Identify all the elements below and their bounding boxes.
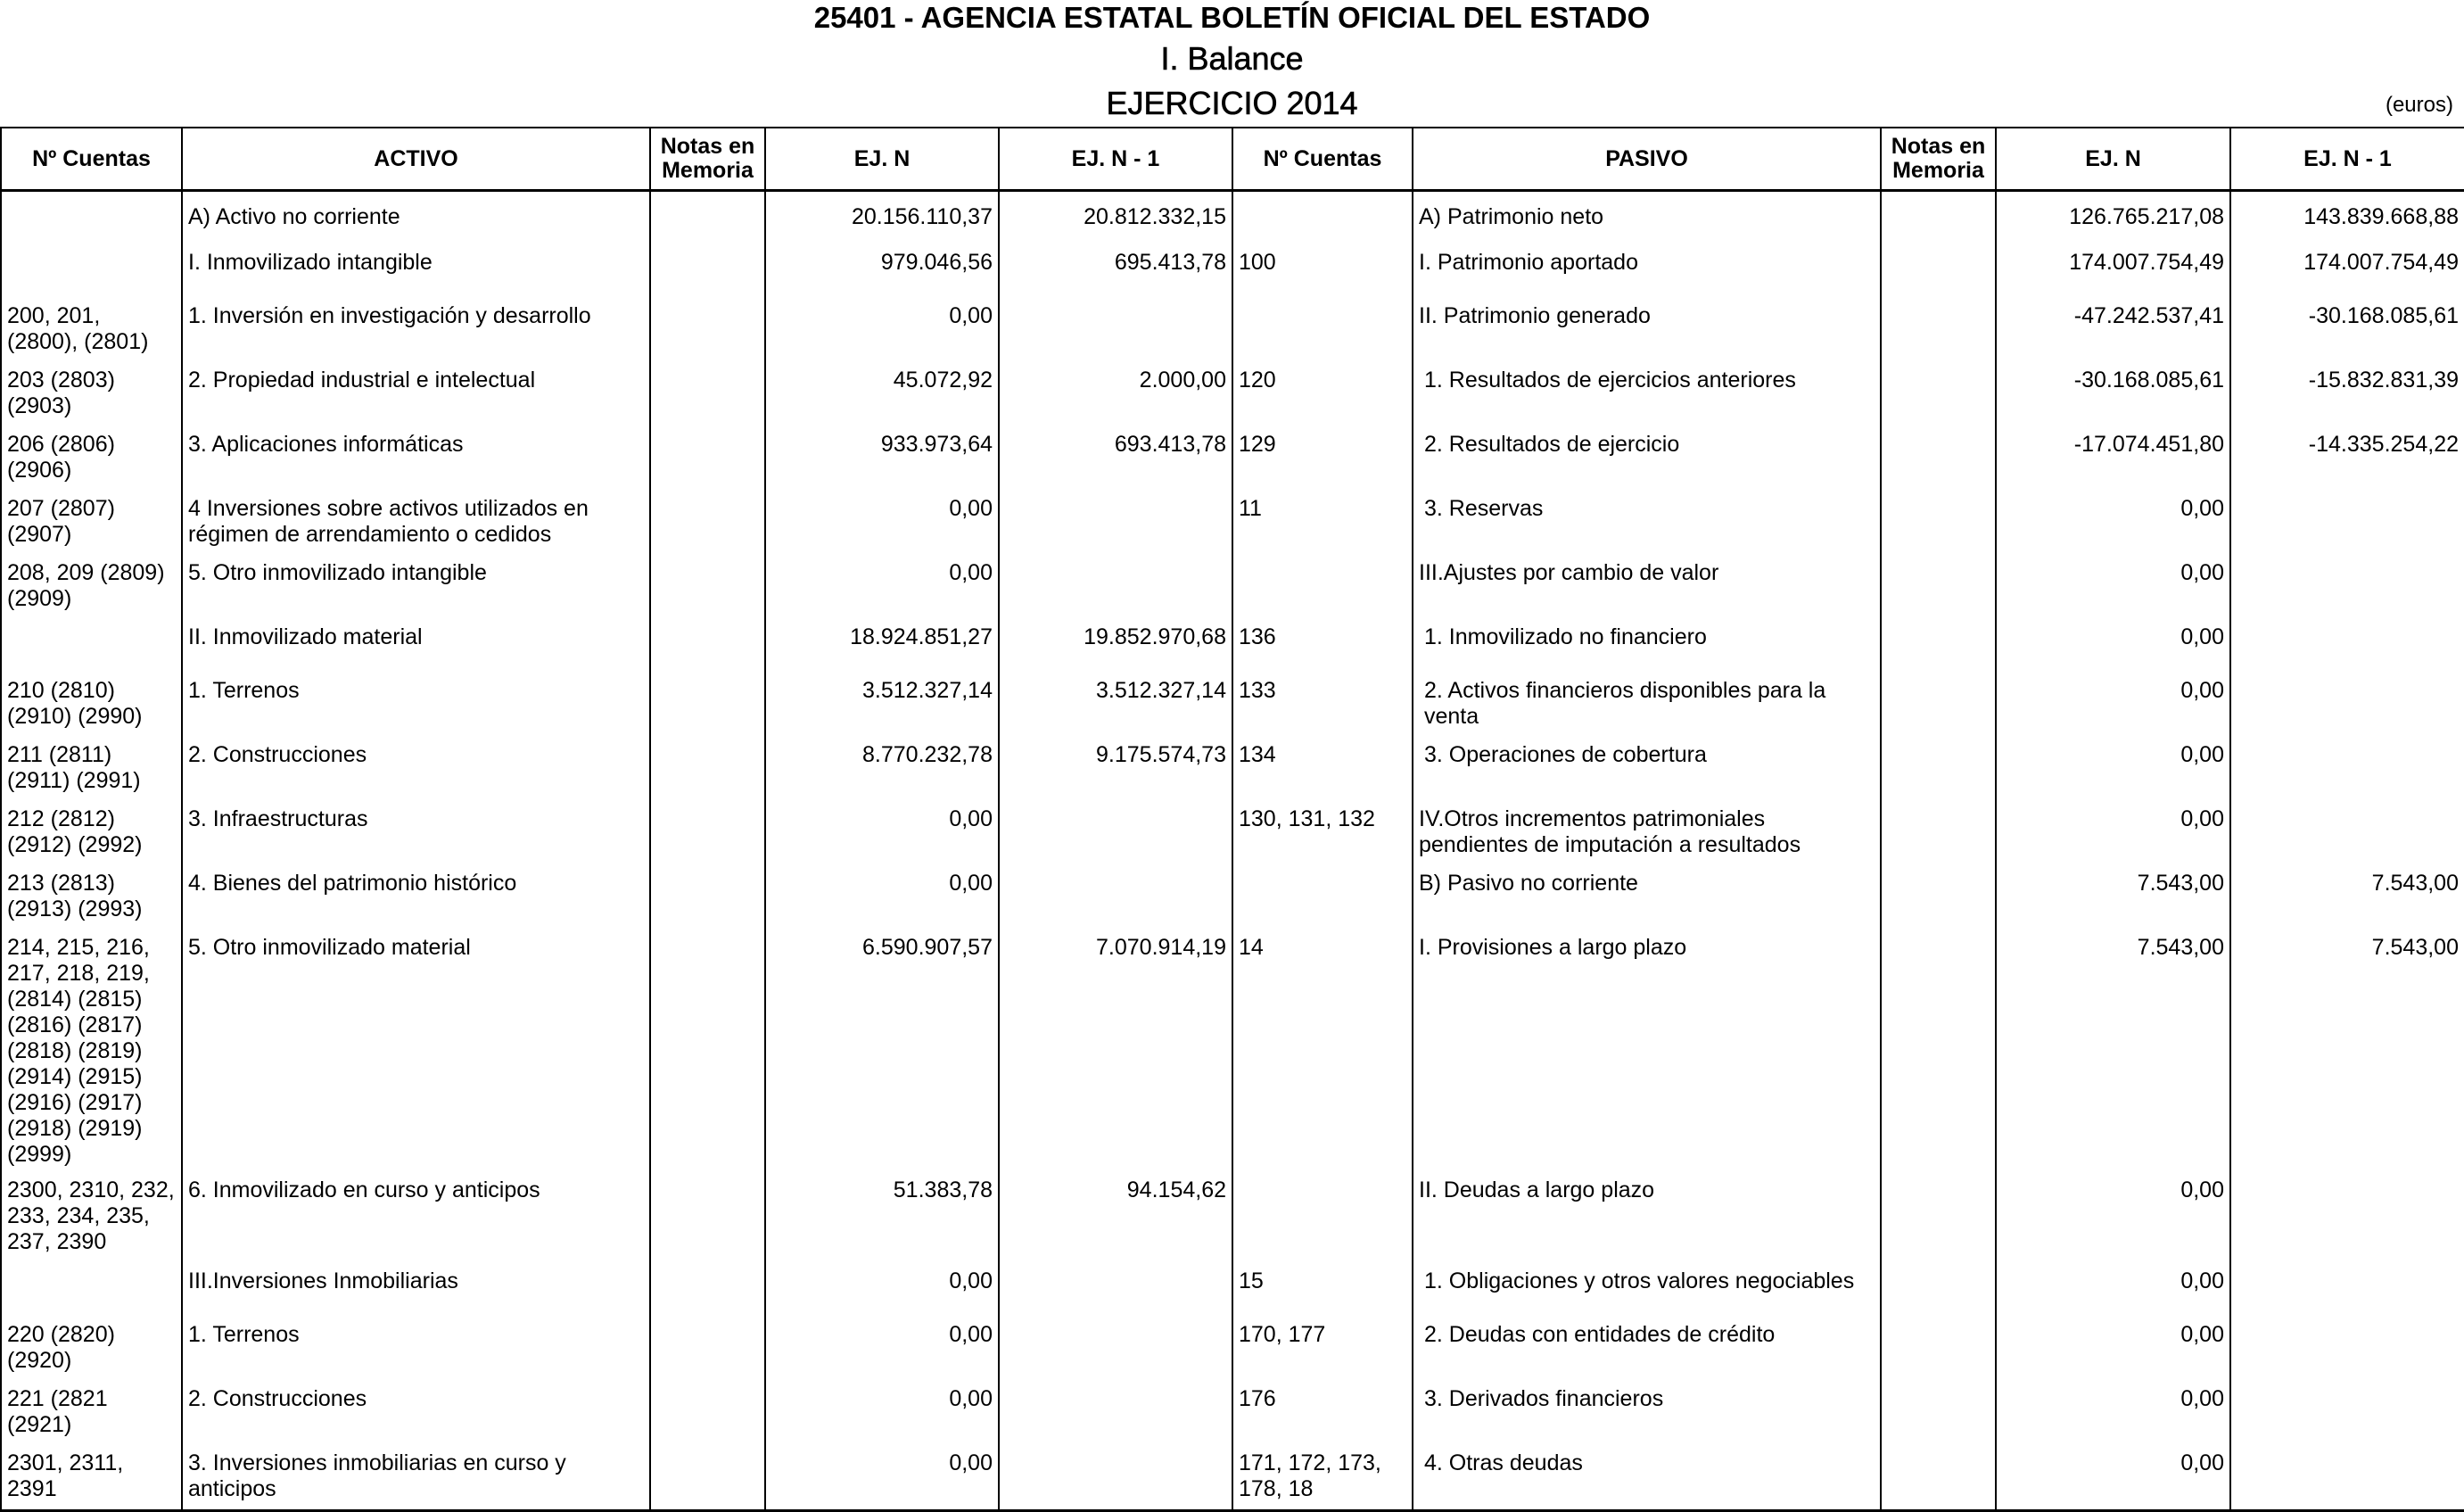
ejn-activo-cell: 979.046,56 [765,246,999,300]
table-row [1,1383,2464,1447]
notas-pasivo-cell [1881,428,1996,492]
ejn1-pasivo-cell: 7.543,00 [2230,867,2464,931]
ejn1-activo-cell: 693.413,78 [999,428,1232,492]
pasivo-concept-cell: I. Provisiones a largo plazo [1413,931,1881,1174]
col-header-activo: ACTIVO [182,128,650,191]
ejn-pasivo-cell: 0,00 [1996,621,2230,674]
ejn-activo-cell: 8.770.232,78 [765,739,999,803]
cuentas-pasivo-cell: 14 [1232,931,1413,1174]
notas-pasivo-cell [1881,867,1996,931]
ejn1-activo-cell [999,557,1232,621]
table-row [1,1318,2464,1383]
ejn1-activo-cell [999,1447,1232,1511]
cuentas-activo-cell [1,621,182,674]
cuentas-pasivo-cell: 136 [1232,621,1413,674]
activo-concept-cell: III.Inversiones Inmobiliarias [182,1265,650,1318]
cuentas-pasivo-cell [1232,867,1413,931]
notas-activo-cell [650,931,765,1174]
ejn-pasivo-cell: 0,00 [1996,1447,2230,1511]
notas-pasivo-cell [1881,1174,1996,1265]
notas-activo-cell [650,803,765,867]
table-row [1,931,2464,1174]
cuentas-pasivo-cell [1232,300,1413,364]
ejn-activo-cell: 0,00 [765,1265,999,1318]
table-row [1,1174,2464,1265]
pasivo-concept-cell: A) Patrimonio neto [1413,191,1881,246]
ejn-activo-cell: 0,00 [765,803,999,867]
ejn1-activo-cell: 3.512.327,14 [999,674,1232,739]
table-row [1,1265,2464,1318]
pasivo-concept-cell: 1. Resultados de ejercicios anteriores [1413,364,1881,428]
ejn-activo-cell: 51.383,78 [765,1174,999,1265]
table-row [1,803,2464,867]
ejn1-pasivo-cell [2230,1174,2464,1265]
ejn1-pasivo-cell [2230,557,2464,621]
ejn1-activo-cell [999,867,1232,931]
table-row [1,867,2464,931]
col-header-ejn-pasivo: EJ. N [1996,128,2230,191]
pasivo-concept-cell: II. Patrimonio generado [1413,300,1881,364]
cuentas-activo-cell: 203 (2803) (2903) [1,364,182,428]
pasivo-concept-cell: 3. Operaciones de cobertura [1413,739,1881,803]
notas-pasivo-cell [1881,1383,1996,1447]
notas-activo-cell [650,1318,765,1383]
ejn1-pasivo-cell: -30.168.085,61 [2230,300,2464,364]
notas-pasivo-cell [1881,364,1996,428]
pasivo-concept-cell: 4. Otras deudas [1413,1447,1881,1511]
notas-activo-cell [650,674,765,739]
notas-activo-cell [650,1383,765,1447]
ejn1-pasivo-cell [2230,1265,2464,1318]
cuentas-activo-cell [1,1265,182,1318]
ejn1-activo-cell [999,1318,1232,1383]
ejn1-pasivo-cell [2230,1318,2464,1383]
ejn-pasivo-cell: 0,00 [1996,1383,2230,1447]
cuentas-activo-cell: 220 (2820) (2920) [1,1318,182,1383]
notas-activo-cell [650,867,765,931]
activo-concept-cell: 4. Bienes del patrimonio histórico [182,867,650,931]
table-row [1,739,2464,803]
ejn-pasivo-cell: 0,00 [1996,492,2230,557]
ejn-pasivo-cell: 0,00 [1996,739,2230,803]
table-row [1,674,2464,739]
ejn-activo-cell: 0,00 [765,867,999,931]
notas-activo-cell [650,621,765,674]
ejn-pasivo-cell: 0,00 [1996,803,2230,867]
pasivo-concept-cell: 1. Inmovilizado no financiero [1413,621,1881,674]
activo-concept-cell: 3. Inversiones inmobiliarias en curso y anticipos [182,1447,650,1511]
notas-pasivo-cell [1881,246,1996,300]
pasivo-concept-cell: I. Patrimonio aportado [1413,246,1881,300]
activo-concept-cell: II. Inmovilizado material [182,621,650,674]
cuentas-pasivo-cell: 100 [1232,246,1413,300]
ejn-pasivo-cell: 0,00 [1996,1265,2230,1318]
cuentas-pasivo-cell: 133 [1232,674,1413,739]
notas-activo-cell [650,1447,765,1511]
ejn1-activo-cell [999,300,1232,364]
ejn-activo-cell: 0,00 [765,1318,999,1383]
activo-concept-cell: 3. Infraestructuras [182,803,650,867]
ejn-pasivo-cell: 7.543,00 [1996,931,2230,1174]
ejn-activo-cell: 6.590.907,57 [765,931,999,1174]
cuentas-activo-cell: 211 (2811) (2911) (2991) [1,739,182,803]
fiscal-year-title: EJERCICIO 2014 [1106,85,1358,121]
cuentas-pasivo-cell: 15 [1232,1265,1413,1318]
ejn-pasivo-cell: 0,00 [1996,674,2230,739]
ejn1-activo-cell: 695.413,78 [999,246,1232,300]
activo-concept-cell: 3. Aplicaciones informáticas [182,428,650,492]
cuentas-pasivo-cell: 171, 172, 173, 178, 18 [1232,1447,1413,1511]
table-row [1,557,2464,621]
col-header-notas-activo: Notas en Memoria [650,128,765,191]
ejn1-pasivo-cell: 174.007.754,49 [2230,246,2464,300]
notas-activo-cell [650,492,765,557]
cuentas-activo-cell: 2301, 2311, 2391 [1,1447,182,1511]
ejn1-pasivo-cell [2230,1383,2464,1447]
notas-pasivo-cell [1881,621,1996,674]
ejn1-pasivo-cell: 7.543,00 [2230,931,2464,1174]
col-header-ejn-activo: EJ. N [765,128,999,191]
ejn1-activo-cell: 20.812.332,15 [999,191,1232,246]
activo-concept-cell: 4 Inversiones sobre activos utilizados en régimen de arrendamiento o cedidos [182,492,650,557]
cuentas-activo-cell [1,246,182,300]
cuentas-pasivo-cell [1232,191,1413,246]
col-header-cuentas-activo: Nº Cuentas [1,128,182,191]
cuentas-pasivo-cell [1232,1174,1413,1265]
pasivo-concept-cell: B) Pasivo no corriente [1413,867,1881,931]
notas-pasivo-cell [1881,557,1996,621]
cuentas-pasivo-cell: 130, 131, 132 [1232,803,1413,867]
pasivo-concept-cell: 3. Derivados financieros [1413,1383,1881,1447]
notas-pasivo-cell [1881,674,1996,739]
ejn-pasivo-cell: 0,00 [1996,1174,2230,1265]
ejn1-activo-cell: 19.852.970,68 [999,621,1232,674]
ejn1-activo-cell [999,1383,1232,1447]
ejn1-activo-cell [999,803,1232,867]
ejn-activo-cell: 0,00 [765,1447,999,1511]
ejn1-activo-cell: 7.070.914,19 [999,931,1232,1174]
notas-activo-cell [650,1265,765,1318]
ejn-activo-cell: 0,00 [765,300,999,364]
pasivo-concept-cell: 2. Activos financieros disponibles para la venta [1413,674,1881,739]
ejn-activo-cell: 3.512.327,14 [765,674,999,739]
cuentas-pasivo-cell: 134 [1232,739,1413,803]
col-header-ejn1-activo: EJ. N - 1 [999,128,1232,191]
ejn1-pasivo-cell: -14.335.254,22 [2230,428,2464,492]
notas-pasivo-cell [1881,739,1996,803]
pasivo-concept-cell: III.Ajustes por cambio de valor [1413,557,1881,621]
col-header-pasivo: PASIVO [1413,128,1881,191]
notas-activo-cell [650,1174,765,1265]
ejn-activo-cell: 18.924.851,27 [765,621,999,674]
ejn-activo-cell: 45.072,92 [765,364,999,428]
table-row [1,191,2464,246]
col-header-notas-pasivo: Notas en Memoria [1881,128,1996,191]
pasivo-concept-cell: IV.Otros incrementos patrimoniales pendientes de imputación a resultados [1413,803,1881,867]
activo-concept-cell: 1. Inversión en investigación y desarrollo [182,300,650,364]
table-row [1,621,2464,674]
cuentas-pasivo-cell: 170, 177 [1232,1318,1413,1383]
ejn1-pasivo-cell [2230,803,2464,867]
activo-concept-cell: 5. Otro inmovilizado intangible [182,557,650,621]
ejn-pasivo-cell: 0,00 [1996,1318,2230,1383]
section-title: I. Balance [1160,40,1304,77]
pasivo-concept-cell: 3. Reservas [1413,492,1881,557]
pasivo-concept-cell: II. Deudas a largo plazo [1413,1174,1881,1265]
col-header-cuentas-pasivo: Nº Cuentas [1232,128,1413,191]
activo-concept-cell: 6. Inmovilizado en curso y anticipos [182,1174,650,1265]
ejn-activo-cell: 20.156.110,37 [765,191,999,246]
notas-activo-cell [650,246,765,300]
cuentas-activo-cell: 221 (2821 (2921) [1,1383,182,1447]
ejn-pasivo-cell: 126.765.217,08 [1996,191,2230,246]
activo-concept-cell: I. Inmovilizado intangible [182,246,650,300]
table-row [1,1447,2464,1511]
notas-activo-cell [650,428,765,492]
ejn1-pasivo-cell [2230,621,2464,674]
cuentas-pasivo-cell: 120 [1232,364,1413,428]
notas-pasivo-cell [1881,1447,1996,1511]
notas-pasivo-cell [1881,492,1996,557]
cuentas-activo-cell: 214, 215, 216, 217, 218, 219, (2814) (2815) (2816) (2817) (2818) (2819) (2914) (2915) (2916) (2917) (2918) (2919) (2999) [1,931,182,1174]
table-row [1,492,2464,557]
activo-concept-cell: 2. Construcciones [182,739,650,803]
cuentas-activo-cell: 212 (2812) (2912) (2992) [1,803,182,867]
ejn-activo-cell: 0,00 [765,1383,999,1447]
notas-activo-cell [650,191,765,246]
notas-activo-cell [650,557,765,621]
notas-pasivo-cell [1881,1265,1996,1318]
ejn-pasivo-cell: -47.242.537,41 [1996,300,2230,364]
notas-pasivo-cell [1881,931,1996,1174]
ejn1-pasivo-cell [2230,492,2464,557]
balance-table [0,127,2464,1512]
ejn1-activo-cell: 94.154,62 [999,1174,1232,1265]
activo-concept-cell: 2. Propiedad industrial e intelectual [182,364,650,428]
table-row [1,428,2464,492]
ejn1-activo-cell [999,1265,1232,1318]
activo-concept-cell: 1. Terrenos [182,1318,650,1383]
ejn1-activo-cell: 2.000,00 [999,364,1232,428]
currency-units-label: (euros) [2385,93,2453,117]
cuentas-activo-cell: 207 (2807) (2907) [1,492,182,557]
ejn1-pasivo-cell [2230,739,2464,803]
table-row [1,364,2464,428]
ejn1-pasivo-cell [2230,674,2464,739]
cuentas-activo-cell: 200, 201, (2800), (2801) [1,300,182,364]
ejn1-activo-cell [999,492,1232,557]
activo-concept-cell: 2. Construcciones [182,1383,650,1447]
document-title: 25401 - AGENCIA ESTATAL BOLETÍN OFICIAL DEL ESTADO [813,1,1651,34]
cuentas-activo-cell [1,191,182,246]
ejn-pasivo-cell: 7.543,00 [1996,867,2230,931]
ejn1-activo-cell: 9.175.574,73 [999,739,1232,803]
cuentas-pasivo-cell: 129 [1232,428,1413,492]
ejn-activo-cell: 933.973,64 [765,428,999,492]
cuentas-activo-cell: 206 (2806) (2906) [1,428,182,492]
ejn-activo-cell: 0,00 [765,492,999,557]
table-row [1,300,2464,364]
col-header-ejn1-pasivo: EJ. N - 1 [2230,128,2464,191]
notas-activo-cell [650,300,765,364]
pasivo-concept-cell: 1. Obligaciones y otros valores negociables [1413,1265,1881,1318]
cuentas-activo-cell: 2300, 2310, 232, 233, 234, 235, 237, 2390 [1,1174,182,1265]
pasivo-concept-cell: 2. Deudas con entidades de crédito [1413,1318,1881,1383]
ejn-pasivo-cell: 174.007.754,49 [1996,246,2230,300]
ejn-pasivo-cell: -17.074.451,80 [1996,428,2230,492]
cuentas-pasivo-cell: 176 [1232,1383,1413,1447]
notas-pasivo-cell [1881,803,1996,867]
activo-concept-cell: 1. Terrenos [182,674,650,739]
cuentas-activo-cell: 213 (2813) (2913) (2993) [1,867,182,931]
ejn1-pasivo-cell: 143.839.668,88 [2230,191,2464,246]
notas-pasivo-cell [1881,300,1996,364]
notas-pasivo-cell [1881,1318,1996,1383]
ejn-pasivo-cell: 0,00 [1996,557,2230,621]
pasivo-concept-cell: 2. Resultados de ejercicio [1413,428,1881,492]
activo-concept-cell: A) Activo no corriente [182,191,650,246]
activo-concept-cell: 5. Otro inmovilizado material [182,931,650,1174]
notas-activo-cell [650,364,765,428]
ejn1-pasivo-cell [2230,1447,2464,1511]
ejn1-pasivo-cell: -15.832.831,39 [2230,364,2464,428]
notas-activo-cell [650,739,765,803]
ejn-activo-cell: 0,00 [765,557,999,621]
table-header-row [1,128,2464,191]
notas-pasivo-cell [1881,191,1996,246]
cuentas-activo-cell: 210 (2810) (2910) (2990) [1,674,182,739]
cuentas-pasivo-cell: 11 [1232,492,1413,557]
ejn-pasivo-cell: -30.168.085,61 [1996,364,2230,428]
cuentas-activo-cell: 208, 209 (2809) (2909) [1,557,182,621]
table-row [1,246,2464,300]
cuentas-pasivo-cell [1232,557,1413,621]
